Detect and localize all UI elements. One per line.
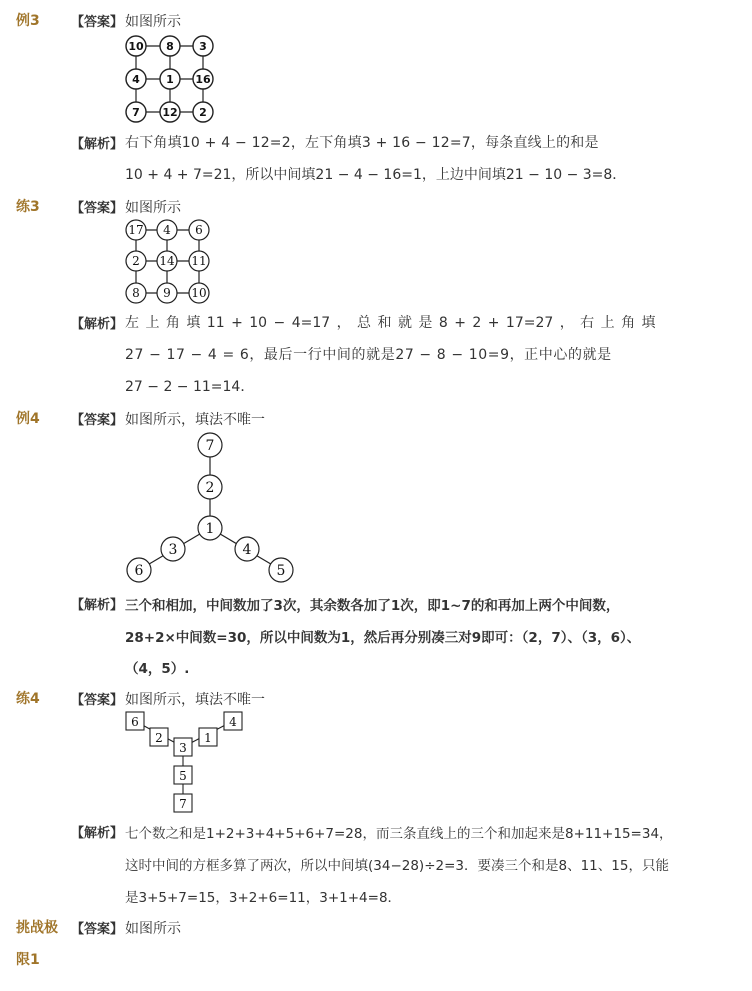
answer-tag: 【答案】 [71,15,124,30]
grid-cell: 2 [199,106,207,119]
analysis-line: 这时中间的方框多算了两次，所以中间填(34−28)÷2=3．要凑三个和是8、11、15，只能 [125,858,669,874]
grid-cell: 14 [159,254,175,268]
grid-diagram-pr3 [122,217,216,307]
node-value: 5 [276,563,286,579]
box-value: 2 [155,731,163,745]
grid-cell: 8 [166,40,174,53]
analysis-line: 右下角填10 + 4 − 12=2，左下角填3 + 16 − 12=7，每条直线上的和是 [125,135,599,151]
node-value: 3 [168,542,178,558]
analysis-line: 27 − 2 − 11=14． [125,379,255,395]
example-4-label: 例4 [16,411,40,427]
analysis-line: 28+2×中间数=30，所以中间数为1，然后再分别凑三对9即可：（2，7）、（3，6）、 [125,630,641,646]
node-value: 2 [205,480,215,496]
answer-text: 如图所示 [125,200,181,216]
node-value: 1 [205,521,215,537]
analysis-line: （4，5）. [125,661,190,677]
grid-diagram-ex3 [122,32,218,126]
practice-3-label: 练3 [16,199,40,215]
analysis-tag: 【解析】 [71,598,124,613]
example-3-label: 例3 [16,13,40,29]
node-value: 7 [205,438,215,454]
node-value: 6 [134,563,144,579]
grid-cell: 17 [128,223,144,237]
analysis-tag: 【解析】 [71,137,124,152]
analysis-line: 七个数之和是1+2+3+4+5+6+7=28，而三条直线上的三个和加起来是8+11+15=34， [125,826,673,842]
analysis-line: 27 − 17 − 4 = 6，最后一行中间的就是27 − 8 − 10=9，正中心的就是 [125,347,612,363]
grid-cell: 9 [163,286,171,300]
box-value: 6 [131,715,139,729]
practice-4-label: 练4 [16,691,40,707]
grid-cell: 2 [132,254,140,268]
box-value: 3 [179,741,187,755]
answer-text: 如图所示 [125,921,181,937]
grid-cell: 6 [195,223,203,237]
analysis-tag: 【解析】 [71,317,124,332]
box-diagram-pr4 [122,710,246,816]
grid-cell: 16 [195,73,211,86]
challenge-1-label: 挑战极 [16,920,58,936]
answer-tag: 【答案】 [71,201,124,216]
analysis-tag: 【解析】 [71,826,124,841]
grid-cell: 4 [163,223,171,237]
grid-cell: 3 [199,40,207,53]
box-value: 1 [204,731,212,745]
analysis-line: 左 上 角 填 11 + 10 − 4=17 ， 总 和 就 是 8 + 2 + 17=27 ， 右 上 角 填 [125,315,656,331]
grid-cell: 10 [128,40,144,53]
challenge-1-label-cont: 限1 [16,952,40,968]
box-value: 5 [179,769,187,783]
grid-cell: 11 [191,254,207,268]
answer-tag: 【答案】 [71,693,124,708]
grid-cell: 7 [132,106,140,119]
analysis-line: 三个和相加，中间数加了3次，其余数各加了1次，即1~7的和再加上两个中间数， [125,598,620,614]
star-diagram-ex4 [120,430,305,588]
grid-cell: 12 [162,106,178,119]
answer-tag: 【答案】 [71,413,124,428]
analysis-line: 10 + 4 + 7=21，所以中间填21 − 4 − 16=1，上边中间填21 − 10 − 3=8． [125,167,627,183]
box-value: 4 [229,715,237,729]
analysis-line: 是3+5+7=15，3+2+6=11，3+1+4=8． [125,890,402,906]
answer-text: 如图所示，填法不唯一 [125,692,265,708]
answer-tag: 【答案】 [71,922,124,937]
grid-cell: 10 [191,286,207,300]
box-value: 7 [179,797,187,811]
node-value: 4 [242,542,252,558]
grid-cell: 8 [132,286,140,300]
answer-text: 如图所示 [125,14,181,30]
grid-cell: 4 [132,73,140,86]
answer-text: 如图所示，填法不唯一 [125,412,265,428]
grid-cell: 1 [166,73,174,86]
